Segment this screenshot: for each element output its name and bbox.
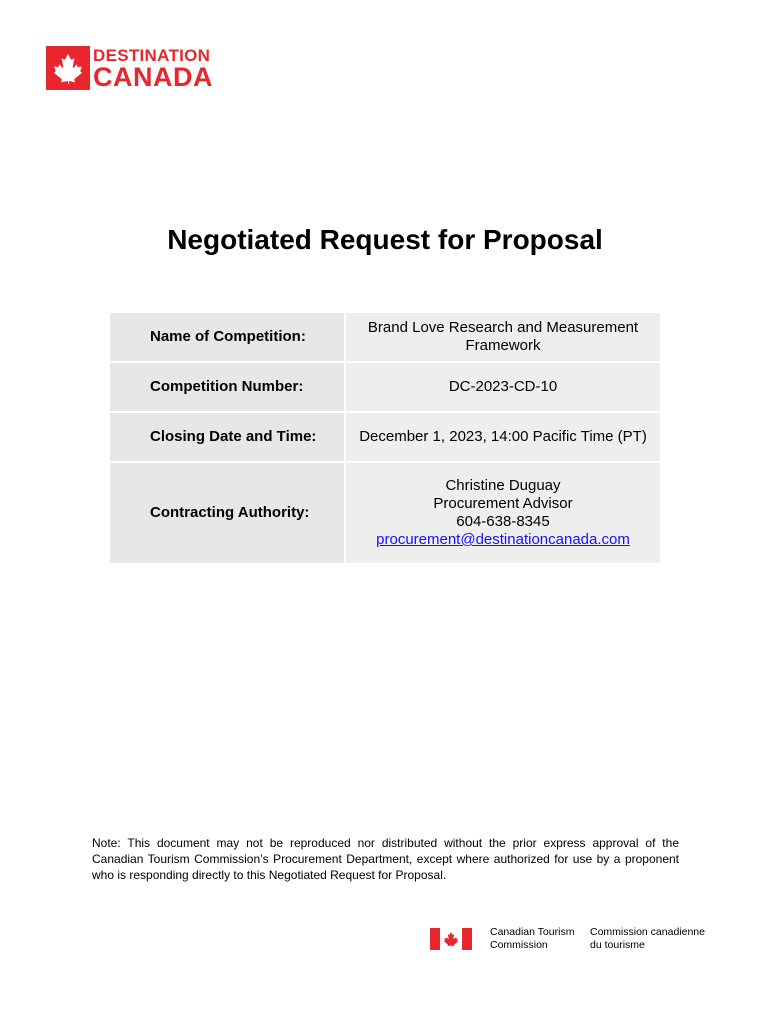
name-of-competition-label: Name of Competition:	[110, 313, 346, 361]
authority-title: Procurement Advisor	[433, 495, 573, 512]
logo-wordmark	[93, 46, 213, 91]
name-value-line-2: Framework	[465, 337, 541, 354]
competition-number-label: Competition Number:	[110, 361, 346, 411]
authority-name: Christine Duguay	[445, 477, 561, 494]
name-value-line-1: Brand Love Research and Measurement	[367, 319, 639, 336]
maple-leaf-icon	[46, 46, 90, 90]
canada-flag-icon	[430, 928, 472, 950]
destination-canada-logo	[46, 46, 213, 91]
footer-en-line-2: Commission	[490, 939, 548, 951]
footer-fr-line-2: du tourisme	[590, 939, 645, 951]
table-row	[110, 313, 660, 361]
logo-line-destination: DESTINATION	[93, 46, 211, 65]
footer-en-line-1: Canadian Tourism	[490, 926, 575, 938]
closing-date-value: December 1, 2023, 14:00 Pacific Time (PT)	[346, 411, 660, 461]
authority-email-link[interactable]: procurement@destinationcanada.com	[376, 531, 630, 548]
table-row	[110, 361, 660, 411]
table-row	[110, 461, 660, 563]
footer-french-name	[590, 926, 720, 952]
closing-date-label: Closing Date and Time:	[110, 411, 346, 461]
footer-english-name	[490, 926, 580, 952]
table-row	[110, 411, 660, 461]
reproduction-note: Note: This document may not be reproduced nor distributed without the prior express approval of the Canadian Tourism Commission’s Procurement Department, except where authorized for use by a proponent who is responding directly to this Negotiated Request for Proposal.	[92, 836, 679, 882]
ctc-footer-signature	[430, 926, 720, 952]
contracting-authority-value	[346, 461, 660, 563]
competition-info-table	[110, 313, 660, 563]
logo-line-canada: CANADA	[93, 62, 213, 92]
competition-number-value: DC-2023-CD-10	[346, 361, 660, 411]
name-of-competition-value	[346, 313, 660, 361]
authority-phone: 604-638-8345	[456, 513, 550, 530]
footer-fr-line-1: Commission canadienne	[590, 926, 705, 938]
contracting-authority-label: Contracting Authority:	[110, 461, 346, 563]
document-title: Negotiated Request for Proposal	[167, 224, 603, 255]
